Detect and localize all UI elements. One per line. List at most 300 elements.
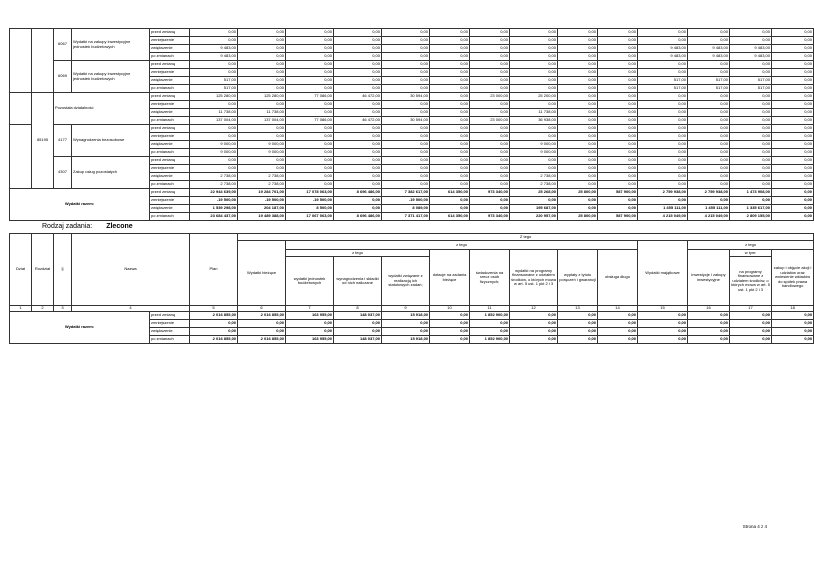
value-cell: 0,00 [730,61,772,69]
header-dotacje: dotacje na zadania bieżące [430,250,470,306]
value-cell: 0,00 [430,133,470,141]
value-cell: 0,00 [334,141,382,149]
rozdzial-name: Pozostała działalność [54,93,150,125]
total-value-cell: 0,00 [772,328,814,336]
value-cell: 0,00 [382,53,430,61]
value-cell: 0,00 [598,125,638,133]
value-cell: 0,00 [430,117,470,125]
total-value-cell: 0,00 [286,328,334,336]
value-cell: 0,00 [470,69,510,77]
header-na-programy: na programy finansowane z udziałem środków, o których mowa w art. 5 ust. 1 pkt 2 i 3 [730,257,772,306]
value-cell: 0,00 [190,133,238,141]
total-value-cell: 0,00 [510,336,558,344]
paragraph-code: 4307 [54,157,72,189]
header-zakup-akcji: zakup i objęcie akcji i udziałów oraz wniesienie wkładów do spółek prawa handlowego [772,250,814,306]
value-cell: 0,00 [558,69,598,77]
total-value-cell: 587 900,00 [598,189,638,197]
total-value-cell: 2 016 855,00 [238,336,286,344]
value-cell: 517,00 [638,77,688,85]
total-value-cell: 0,00 [688,312,730,320]
total-value-cell: 1 852 900,00 [470,336,510,344]
total-value-cell: 0,00 [772,189,814,197]
value-cell: 0,00 [430,37,470,45]
task-type-value: Zlecone [106,223,133,230]
value-cell: 0,00 [382,109,430,117]
expenditure-table-commissioned [9,233,814,344]
value-cell: 0,00 [286,101,334,109]
value-cell: 0,00 [638,125,688,133]
value-cell: 0,00 [334,157,382,165]
value-cell: 9 000,00 [510,141,558,149]
value-cell: 0,00 [286,85,334,93]
row-label: po zmianach [150,85,190,93]
column-number: 16 [688,306,730,312]
row-label: przed zmianą [150,189,190,197]
value-cell: 0,00 [510,37,558,45]
total-value-cell: 0,00 [730,336,772,344]
value-cell: 0,00 [598,149,638,157]
total-value-cell: 0,00 [730,312,772,320]
value-cell: 0,00 [638,37,688,45]
value-cell: 0,00 [638,109,688,117]
value-cell: 0,00 [688,173,730,181]
total-value-cell: 0,00 [558,197,598,205]
value-cell: 0,00 [470,181,510,189]
value-cell: 0,00 [598,29,638,37]
row-label: zwiększenie [150,45,190,53]
row-label: zmniejszenie [150,69,190,77]
total-value-cell: 2 016 855,00 [238,312,286,320]
value-cell: 0,00 [334,173,382,181]
value-cell: 9 483,00 [730,45,772,53]
value-cell: 0,00 [286,77,334,85]
table-row [10,157,814,165]
value-cell: 0,00 [382,157,430,165]
value-cell: 0,00 [558,37,598,45]
value-cell: 0,00 [558,53,598,61]
row-label: przed zmianą [150,93,190,101]
value-cell: 0,00 [238,85,286,93]
value-cell: 0,00 [190,37,238,45]
value-cell: 0,00 [382,69,430,77]
total-value-cell: 8 696 486,00 [334,213,382,221]
value-cell: 0,00 [470,109,510,117]
paragraph-name: Wydatki na zakupy inwestycyjne jednostek budżetowych [72,61,150,93]
value-cell: 0,00 [334,101,382,109]
total-value-cell: 19 489 388,00 [238,213,286,221]
value-cell: 0,00 [598,181,638,189]
value-cell: 30 594,00 [382,117,430,125]
row-label: przed zmianą [150,312,190,320]
value-cell: 0,00 [638,101,688,109]
total-value-cell: 4 215 049,00 [638,213,688,221]
value-cell: 0,00 [598,157,638,165]
rozdzial-code: 85195 [32,93,54,189]
value-cell: 0,00 [638,157,688,165]
value-cell: 0,00 [286,45,334,53]
total-value-cell: 0,00 [598,312,638,320]
value-cell: 0,00 [334,29,382,37]
total-value-cell: 2 016 855,00 [190,336,238,344]
value-cell: 0,00 [238,77,286,85]
value-cell: 0,00 [510,85,558,93]
value-cell: 0,00 [382,181,430,189]
paragraph-name: Zakup usług pozostałych [72,157,150,189]
total-value-cell: 0,00 [638,336,688,344]
value-cell: 0,00 [238,165,286,173]
value-cell: 0,00 [772,29,814,37]
value-cell: 0,00 [470,101,510,109]
value-cell: 0,00 [772,85,814,93]
value-cell: 0,00 [286,157,334,165]
value-cell: 46 472,00 [334,93,382,101]
table-row [10,29,814,37]
value-cell: 0,00 [772,53,814,61]
total-value-cell: 0,00 [430,312,470,320]
value-cell: 2 738,00 [190,173,238,181]
value-cell: 23 000,00 [470,93,510,101]
total-value-cell: 0,00 [190,328,238,336]
value-cell: 9 483,00 [190,53,238,61]
total-value-cell: 973 340,00 [470,213,510,221]
task-type-title [42,223,133,230]
value-cell: 0,00 [730,157,772,165]
value-cell: 0,00 [558,117,598,125]
value-cell: 0,00 [688,117,730,125]
paragraph-name: Wydatki na zakupy inwestycyjne jednostek budżetowych [72,29,150,61]
row-label: zmniejszenie [150,197,190,205]
value-cell: 0,00 [730,109,772,117]
value-cell: 0,00 [190,157,238,165]
value-cell: 9 483,00 [638,45,688,53]
header-wydatki-majatkowe: Wydatki majątkowe [638,241,688,306]
column-number: 15 [638,306,688,312]
header-z-tego: Z tego [238,234,814,241]
total-value-cell: 4 215 049,00 [688,213,730,221]
total-value-cell: 0,00 [598,336,638,344]
value-cell: 0,00 [558,77,598,85]
value-cell: 0,00 [598,69,638,77]
total-value-cell: 0,00 [772,336,814,344]
total-value-cell: 0,00 [470,328,510,336]
total-value-cell: 0,00 [730,197,772,205]
value-cell: 0,00 [638,181,688,189]
value-cell: 0,00 [382,141,430,149]
total-value-cell: -19 500,00 [286,197,334,205]
value-cell: 0,00 [510,61,558,69]
value-cell: 0,00 [470,149,510,157]
value-cell: 0,00 [430,173,470,181]
value-cell: 0,00 [730,37,772,45]
header-inwestycje: inwestycje i zakupy inwestycyjne [688,250,730,306]
task-type-label: Rodzaj zadania: [42,223,93,230]
value-cell: 125 280,00 [190,93,238,101]
value-cell: 0,00 [598,53,638,61]
total-value-cell: 0,00 [334,320,382,328]
total-value-cell: 0,00 [334,205,382,213]
value-cell: 0,00 [638,117,688,125]
value-cell: 0,00 [510,45,558,53]
value-cell: 0,00 [334,165,382,173]
value-cell: 0,00 [286,181,334,189]
row-label: przed zmianą [150,29,190,37]
total-value-cell: 1 473 908,00 [730,189,772,197]
value-cell: 0,00 [772,45,814,53]
total-value-cell: 1 455 111,00 [638,205,688,213]
value-cell: 0,00 [558,141,598,149]
value-cell: 517,00 [688,85,730,93]
value-cell: 0,00 [558,101,598,109]
value-cell: 0,00 [772,117,814,125]
column-number: 11 [470,306,510,312]
value-cell: 23 000,00 [470,117,510,125]
total-value-cell: 17 078 063,00 [286,189,334,197]
row-label: przed zmianą [150,61,190,69]
total-value-cell: 0,00 [510,312,558,320]
total-value-cell: 0,00 [558,320,598,328]
value-cell: 137 004,00 [238,117,286,125]
total-value-cell: 1 335 617,00 [730,205,772,213]
total-value-cell: 8 696 486,00 [334,189,382,197]
total-value-cell: 0,00 [730,320,772,328]
total-value-cell: 0,00 [772,213,814,221]
value-cell: 0,00 [334,149,382,157]
value-cell: 0,00 [470,165,510,173]
column-number: 3 [54,306,72,312]
value-cell: 517,00 [638,85,688,93]
value-cell: 2 738,00 [510,181,558,189]
total-value-cell: 1 539 298,00 [190,205,238,213]
value-cell: 0,00 [430,181,470,189]
total-value-cell: -19 500,00 [382,197,430,205]
value-cell: 0,00 [598,101,638,109]
value-cell: 0,00 [558,29,598,37]
value-cell: 0,00 [382,173,430,181]
column-number: 6 [238,306,286,312]
total-value-cell: 8 089,00 [382,205,430,213]
value-cell: 0,00 [730,149,772,157]
total-value-cell: 0,00 [558,328,598,336]
value-cell: 137 004,00 [190,117,238,125]
value-cell: 0,00 [286,165,334,173]
value-cell: 77 086,00 [286,117,334,125]
total-value-cell: 0,00 [688,328,730,336]
header-w-tym: w tym: [730,250,772,257]
value-cell: 0,00 [190,165,238,173]
value-cell: 0,00 [638,141,688,149]
total-value-cell: 25 268,00 [510,189,558,197]
value-cell: 0,00 [430,29,470,37]
row-label: zwiększenie [150,328,190,336]
value-cell: 0,00 [730,117,772,125]
total-value-cell: 2 809 155,00 [730,213,772,221]
value-cell: 0,00 [730,101,772,109]
value-cell: 0,00 [510,133,558,141]
total-value-cell: 163 955,00 [286,336,334,344]
header-z-tego-inner: z tego [286,250,430,257]
value-cell: 0,00 [238,125,286,133]
value-cell: 0,00 [334,181,382,189]
value-cell: 0,00 [558,85,598,93]
row-label: zmniejszenie [150,165,190,173]
value-cell: 0,00 [334,61,382,69]
total-value-cell: 0,00 [598,328,638,336]
row-label: po zmianach [150,117,190,125]
column-number: 8 [334,306,382,312]
page-number: Strona 4 z 4 [742,524,767,529]
value-cell: 11 738,00 [190,109,238,117]
row-label: zwiększenie [150,109,190,117]
total-value-cell: 8 500,00 [286,205,334,213]
value-cell: 0,00 [510,53,558,61]
value-cell: 77 086,00 [286,93,334,101]
value-cell: 0,00 [382,125,430,133]
value-cell: 0,00 [286,69,334,77]
column-number: 4 [72,306,190,312]
value-cell: 517,00 [730,85,772,93]
value-cell: 0,00 [772,61,814,69]
value-cell: 0,00 [688,61,730,69]
value-cell: 0,00 [430,149,470,157]
total-value-cell: 0,00 [638,312,688,320]
value-cell: 0,00 [286,37,334,45]
row-label: zmniejszenie [150,37,190,45]
paragraph-code: 6069 [54,61,72,93]
total-value-cell: 0,00 [430,328,470,336]
value-cell: 0,00 [286,173,334,181]
value-cell: 0,00 [430,141,470,149]
column-number: 5 [190,306,238,312]
dzial-cell [10,93,32,125]
value-cell: 0,00 [558,109,598,117]
value-cell: 517,00 [190,77,238,85]
value-cell: 0,00 [334,133,382,141]
value-cell: 0,00 [772,93,814,101]
value-cell: 0,00 [238,61,286,69]
total-value-cell: 2 016 855,00 [190,312,238,320]
value-cell: 0,00 [772,109,814,117]
value-cell: 9 000,00 [238,149,286,157]
value-cell: 2 738,00 [190,181,238,189]
value-cell: 0,00 [638,93,688,101]
value-cell: 0,00 [772,157,814,165]
value-cell: 0,00 [730,181,772,189]
value-cell: 0,00 [598,133,638,141]
value-cell: 0,00 [558,157,598,165]
column-number: 12 [510,306,558,312]
header-wydatki-statutowe: wydatki związane z realizacją ich statutowych zadań; [382,257,430,306]
value-cell: 9 000,00 [190,141,238,149]
value-cell: 0,00 [558,61,598,69]
value-cell: 0,00 [688,37,730,45]
total-value-cell: 0,00 [558,205,598,213]
value-cell: 0,00 [382,37,430,45]
value-cell: 0,00 [238,101,286,109]
total-value-cell: 0,00 [638,320,688,328]
value-cell: 0,00 [638,29,688,37]
total-value-cell: 7 382 617,00 [382,189,430,197]
value-cell: 0,00 [638,133,688,141]
value-cell: 9 000,00 [238,141,286,149]
rozdzial-cell [32,29,54,93]
value-cell: 0,00 [558,181,598,189]
value-cell: 0,00 [688,29,730,37]
value-cell: 0,00 [688,141,730,149]
total-value-cell: 15 918,00 [382,336,430,344]
value-cell: 0,00 [598,37,638,45]
value-cell: 0,00 [238,53,286,61]
value-cell: 0,00 [598,117,638,125]
header-z-tego-lower: z tego [286,241,638,250]
value-cell: 0,00 [286,53,334,61]
total-value-cell: 17 067 063,00 [286,213,334,221]
value-cell: 0,00 [558,93,598,101]
value-cell: 0,00 [382,101,430,109]
value-cell: 0,00 [510,165,558,173]
total-value-cell: 0,00 [558,336,598,344]
value-cell: 0,00 [730,69,772,77]
total-value-cell: 220 957,00 [510,213,558,221]
value-cell: 0,00 [558,173,598,181]
value-cell: 0,00 [558,149,598,157]
total-value-cell: 0,00 [688,197,730,205]
total-value-cell: 0,00 [430,197,470,205]
column-number: 10 [430,306,470,312]
value-cell: 0,00 [598,141,638,149]
header-swiadczenia: świadczenia na rzecz osób fizycznych; [470,250,510,306]
row-label: zmniejszenie [150,133,190,141]
value-cell: 0,00 [510,77,558,85]
total-value-cell: 148 037,00 [334,336,382,344]
value-cell: 0,00 [382,29,430,37]
value-cell: 517,00 [688,77,730,85]
header-wynagrodzenia: wynagrodzenia i składki od nich naliczane [334,257,382,306]
value-cell: 0,00 [638,173,688,181]
value-cell: 0,00 [430,157,470,165]
value-cell: 0,00 [772,165,814,173]
value-cell: 0,00 [772,37,814,45]
table-row [10,61,814,69]
value-cell: 0,00 [730,133,772,141]
value-cell: 0,00 [190,125,238,133]
total-value-cell: 0,00 [470,320,510,328]
value-cell: 0,00 [238,133,286,141]
total-value-cell: 23 684 437,00 [190,213,238,221]
value-cell: 0,00 [286,125,334,133]
value-cell: 0,00 [772,69,814,77]
value-cell: 0,00 [688,69,730,77]
column-number: 2 [32,306,54,312]
value-cell: 0,00 [772,133,814,141]
value-cell: 0,00 [730,93,772,101]
value-cell: 0,00 [470,53,510,61]
header-wydatki-jednostek: wydatki jednostek budżetowych [286,257,334,306]
value-cell: 0,00 [558,133,598,141]
total-value-cell: 2 759 938,00 [688,189,730,197]
value-cell: 0,00 [730,141,772,149]
value-cell: 0,00 [334,69,382,77]
total-value-cell: 0,00 [598,205,638,213]
value-cell: 0,00 [598,173,638,181]
value-cell: 0,00 [334,77,382,85]
total-value-cell: 614 350,00 [430,213,470,221]
value-cell: 0,00 [558,45,598,53]
value-cell: 9 483,00 [730,53,772,61]
value-cell: 0,00 [470,45,510,53]
value-cell: 0,00 [430,125,470,133]
column-number: 1 [10,306,32,312]
total-value-cell: 0,00 [430,205,470,213]
